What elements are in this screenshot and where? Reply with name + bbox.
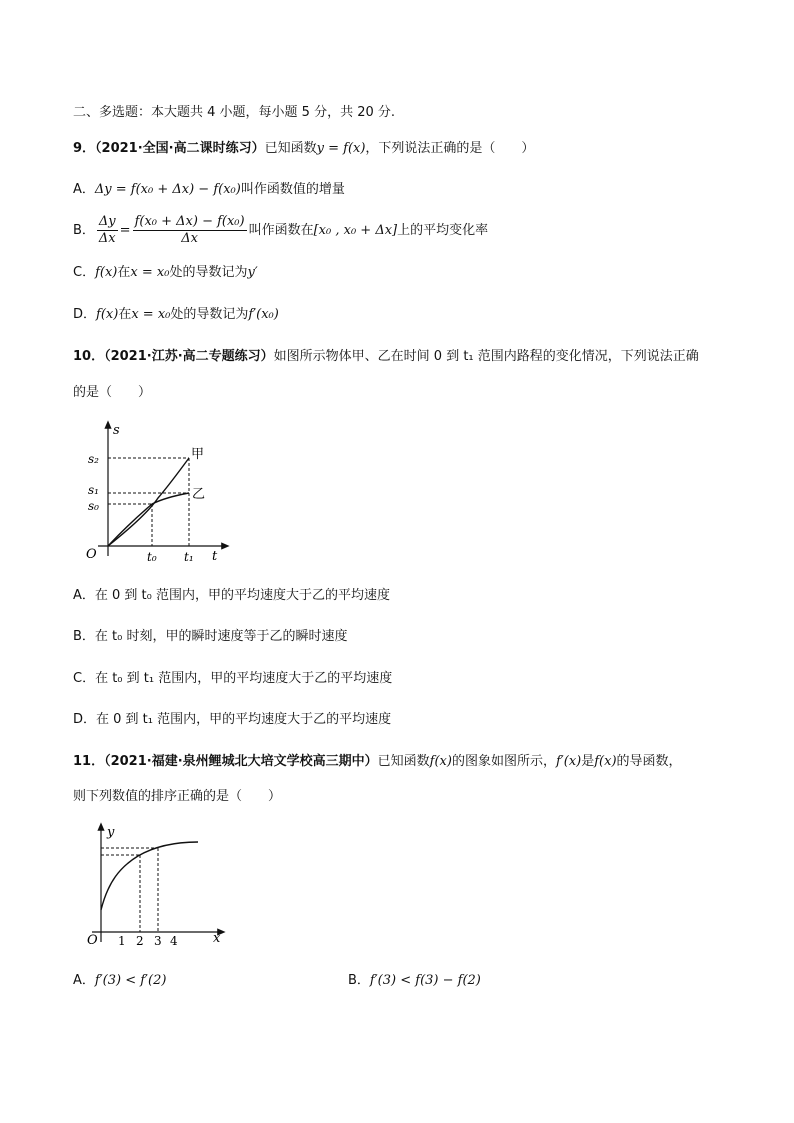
function-curve xyxy=(101,842,198,910)
function-expression: y = f(x) xyxy=(316,141,366,156)
s2-label: s₂ xyxy=(88,452,99,466)
option-text: 上的平均变化率 xyxy=(397,223,489,238)
stem-text: 的图象如图所示， xyxy=(451,754,556,769)
option-label: D． xyxy=(73,307,97,322)
option-expression: f′(x₀) xyxy=(248,307,279,322)
fraction-lhs xyxy=(97,214,118,247)
question-11-stem-line2: 则下列数值的排序正确的是（ ） xyxy=(73,789,282,804)
function-expression: f(x) xyxy=(429,754,452,769)
question-source: （2021·福建·泉州鲤城北大培文学校高三期中） xyxy=(104,754,378,769)
question-9-option-b xyxy=(73,214,488,248)
question-11-option-a xyxy=(73,972,166,990)
fraction-rhs xyxy=(133,214,247,247)
question-9-stem xyxy=(73,140,534,158)
question-10-stem xyxy=(73,348,699,366)
option-text: 在 xyxy=(117,265,131,280)
question-10-graph xyxy=(78,418,238,568)
option-label: C． xyxy=(73,265,96,280)
question-11-option-b xyxy=(348,972,481,990)
option-expression: y′ xyxy=(247,265,258,280)
x-axis-label: x xyxy=(213,931,221,946)
option-text: 叫作函数值的增量 xyxy=(240,182,345,197)
option-text: 叫作函数在 xyxy=(248,223,314,238)
y-axis-label: s xyxy=(113,423,120,438)
question-10-stem-line2: 的是（ ） xyxy=(73,385,152,400)
stem-text: 已知函数 xyxy=(377,754,430,769)
question-10-option-c: C．在 t₀ 到 t₁ 范围内，甲的平均速度大于乙的平均速度 xyxy=(73,671,393,686)
t1-label: t₁ xyxy=(184,550,194,564)
jia-label: 甲 xyxy=(191,447,205,462)
tick-label: 2 xyxy=(136,934,144,948)
tick-label: 3 xyxy=(154,934,162,948)
stem-text: ，下列说法正确的是（ ） xyxy=(365,141,535,156)
option-expression: f′(3) < f′(2) xyxy=(94,973,167,988)
fraction-numerator: f(x₀ + Δx) − f(x₀) xyxy=(134,214,245,229)
question-10-option-b: B．在 t₀ 时刻，甲的瞬时速度等于乙的瞬时速度 xyxy=(73,629,348,644)
fraction-denominator: Δx xyxy=(98,231,116,246)
s1-label: s₁ xyxy=(88,483,99,497)
question-9-option-d xyxy=(73,306,279,324)
question-number: 9． xyxy=(73,141,96,156)
question-11-stem xyxy=(73,753,682,771)
fraction-numerator: Δy xyxy=(98,214,116,229)
stem-text: 的导函数， xyxy=(616,754,682,769)
question-source: （2021·全国·高二课时练习） xyxy=(95,141,265,156)
option-label: A． xyxy=(73,973,95,988)
question-9-option-a xyxy=(73,181,345,199)
equals-sign: = xyxy=(119,223,131,238)
question-source: （2021·江苏·高二专题练习） xyxy=(104,349,274,364)
option-expression: x = x₀ xyxy=(131,307,171,322)
question-11-graph xyxy=(80,822,230,952)
function-expression: f′(x) xyxy=(555,754,582,769)
question-10-option-d: D．在 0 到 t₁ 范围内，甲的平均速度大于乙的平均速度 xyxy=(73,712,392,727)
tick-label: 1 xyxy=(118,934,126,948)
option-expression: f′(3) < f(3) − f(2) xyxy=(369,973,481,988)
option-expression: x = x₀ xyxy=(130,265,170,280)
curve-yi xyxy=(108,493,189,546)
question-9-option-c xyxy=(73,264,258,282)
origin-label: O xyxy=(87,933,98,948)
origin-label: O xyxy=(86,547,97,562)
option-label: B． xyxy=(348,973,370,988)
option-expression: f(x) xyxy=(95,265,118,280)
question-10-option-a: A．在 0 到 t₀ 范围内，甲的平均速度大于乙的平均速度 xyxy=(73,588,391,603)
option-expression: Δy = f(x₀ + Δx) − f(x₀) xyxy=(94,182,241,197)
tick-label: 4 xyxy=(170,934,178,948)
question-number: 10． xyxy=(73,349,105,364)
y-axis-label: y xyxy=(107,825,115,840)
option-label: A． xyxy=(73,182,95,197)
stem-text: 已知函数 xyxy=(264,141,317,156)
t0-label: t₀ xyxy=(147,550,157,564)
option-text: 处的导数记为 xyxy=(169,265,248,280)
yi-label: 乙 xyxy=(192,487,206,502)
function-expression: f(x) xyxy=(594,754,617,769)
section-heading: 二、多选题：本大题共 4 小题，每小题 5 分，共 20 分. xyxy=(73,105,396,120)
question-number: 11． xyxy=(73,754,105,769)
stem-text: 如图所示物体甲、乙在时间 0 到 t₁ 范围内路程的变化情况，下列说法正确 xyxy=(273,349,699,364)
stem-text: 是 xyxy=(581,754,595,769)
x-axis-label: t xyxy=(212,549,218,564)
s0-label: s₀ xyxy=(88,499,99,513)
option-label: B． xyxy=(73,223,95,238)
option-expression: f(x) xyxy=(96,307,119,322)
option-text: 处的导数记为 xyxy=(170,307,249,322)
fraction-denominator: Δx xyxy=(181,231,198,246)
interval-expression: [x₀ , x₀ + Δx] xyxy=(313,223,398,238)
option-text: 在 xyxy=(118,307,132,322)
